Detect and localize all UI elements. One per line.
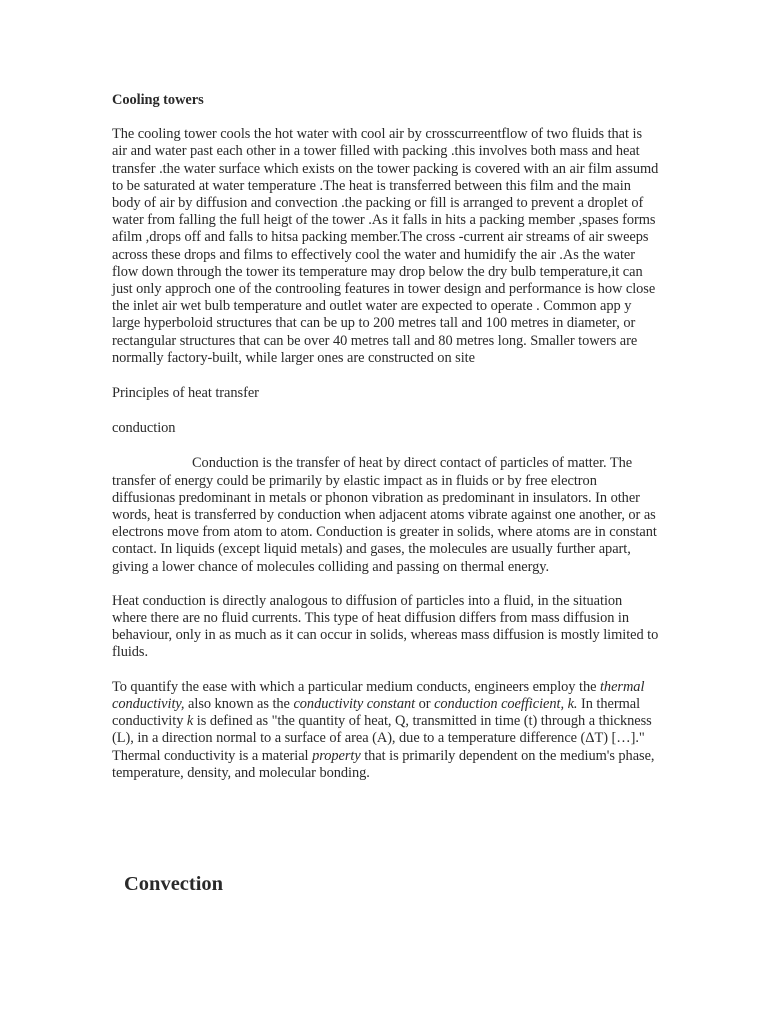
convection-heading: Convection <box>124 873 224 895</box>
italic-term: k. <box>567 695 578 712</box>
text-run: To quantify the ease with which a particular medium conducts, engineers employ the <box>112 678 600 695</box>
conduction-heading: conduction <box>112 420 176 437</box>
italic-term: k <box>186 713 194 730</box>
text-run: also known as the <box>184 695 294 712</box>
conduction-paragraph-1 <box>112 455 660 575</box>
italic-term: conduction coefficient, <box>434 695 564 712</box>
italic-term: conductivity constant <box>293 695 416 712</box>
text-run: In thermal conductivity <box>112 695 641 730</box>
principles-heading: Principles of heat transfer <box>112 385 259 402</box>
text-run: that is primarily dependent on the medium's phase, temperature, density, and molecular bonding. <box>112 747 655 781</box>
cooling-tower-paragraph: The cooling tower cools the hot water with cool air by crosscurreentflow of two fluids that is air and water past each other in a tower filled with packing .this involves both mass and heat transfer .the water surface which exists on the tower packing is covered with an air film assumd to be saturated at water temperature .The heat is transferred between this film and the main body of air by diffusion and convection .the packing or fill is arranged to prevent a droplet of water from falling the full heigt of the tower .As it falls in hits a packing member ,spases forms afilm ,drops off and falls to hitsa packing member.The cross -current air streams of air sweeps across these drops and films to effectively cool the water and humidify the air .As the water flow down through the tower its temperature may drop below the dry bulb temperature,it can just only approch one of the controoling features in tower design and performance is how close the inlet air wet bulb temperature and outlet water are expected to operate . Common app y large hyperboloid structures that can be up to 200 metres tall and 100 metres in diameter, or rectangular structures that can be over 40 metres tall and 80 metres long. Smaller towers are normally factory-built, while larger ones are constructed on site <box>112 126 659 366</box>
conduction-paragraph-3 <box>112 679 660 782</box>
text-run: is defined as "the quantity of heat, Q, transmitted in time (t) through a thickness (L), in a direction normal to a surface of area (A), due to a temperature difference (ΔT) […]." Thermal conductivity is a material <box>112 713 652 764</box>
italic-term: thermal conductivity, <box>112 678 645 712</box>
text-run: or <box>415 695 435 712</box>
conduction-paragraph-1-text: Conduction is the transfer of heat by direct contact of particles of matter. The transfer of energy could be primarily by elastic impact as in fluids or by free electron diffusionas predominant in metals or phonon vibration as predominant in insulators. In other words, heat is transferred by conduction when adjacent atoms vibrate against one another, or as electrons move from atom to atom. Conduction is greater in solids, where atoms are in constant contact. In liquids (except liquid metals) and gases, the molecules are usually further apart, giving a lower chance of molecules colliding and passing on thermal energy. <box>112 455 657 575</box>
conduction-paragraph-2: Heat conduction is directly analogous to diffusion of particles into a fluid, in the situation where there are no fluid currents. This type of heat diffusion differs from mass diffusion in behaviour, only in as much as it can occur in solids, whereas mass diffusion is mostly limited to fluids. <box>112 592 659 661</box>
section-title: Cooling towers <box>112 92 204 108</box>
document-body <box>112 92 660 782</box>
italic-term: property <box>312 747 361 764</box>
